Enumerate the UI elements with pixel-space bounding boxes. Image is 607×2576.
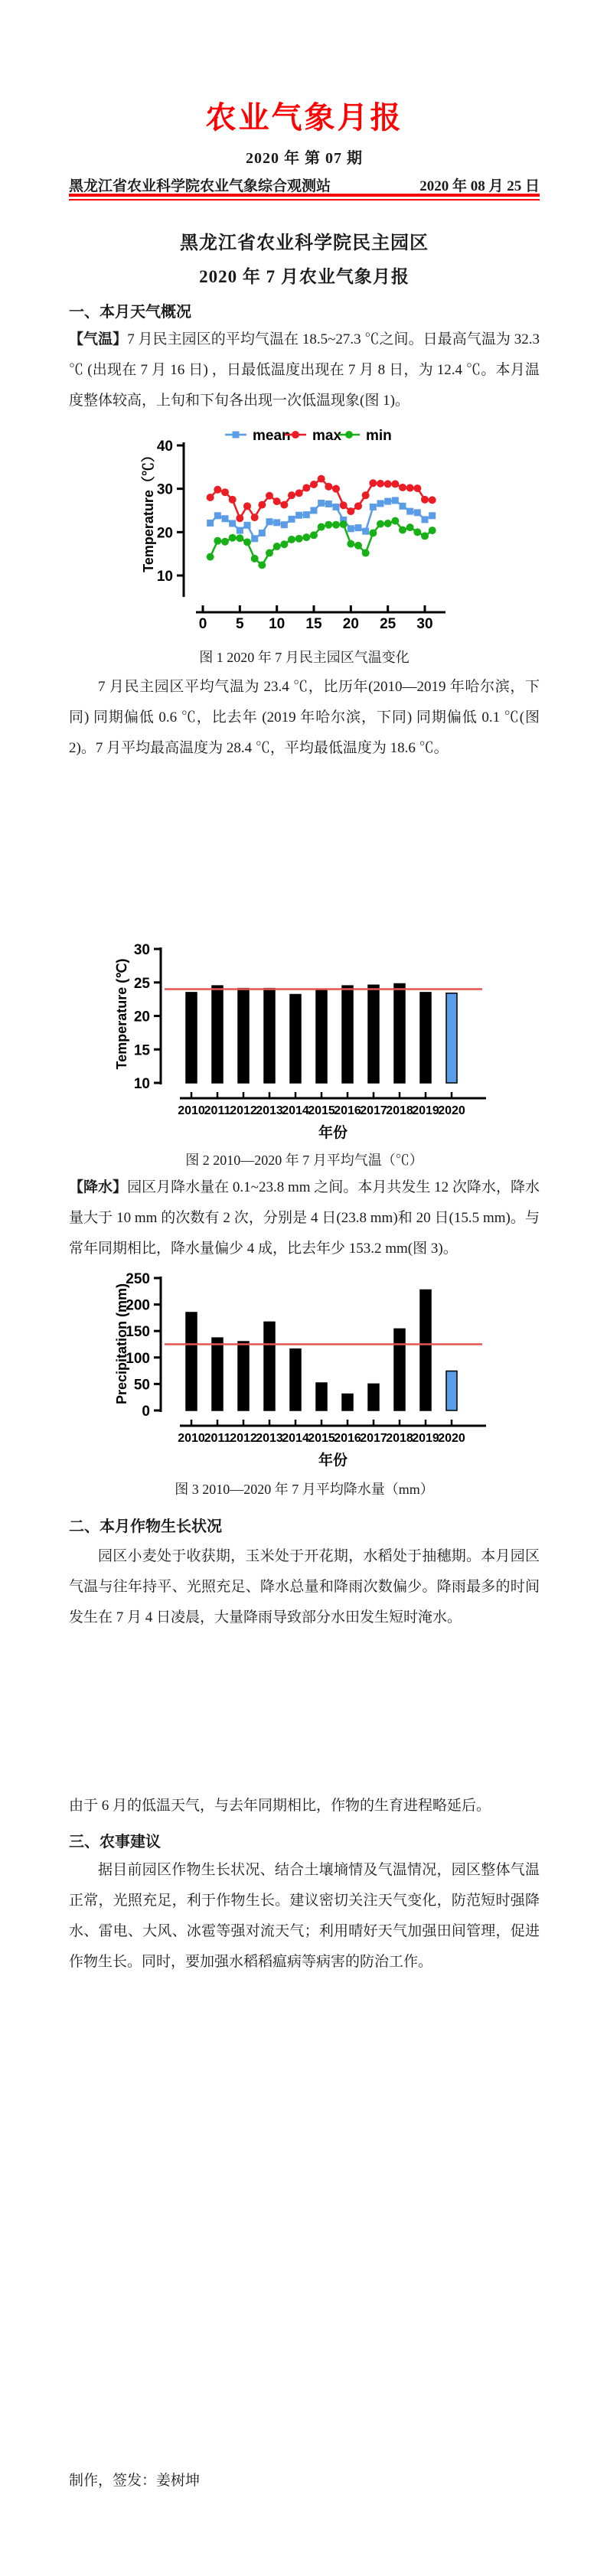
svg-text:30: 30 (156, 481, 173, 498)
report-date: 2020 年 08 月 25 日 (419, 178, 540, 194)
section-heading-crops: 二、本月作物生长状况 (69, 1518, 222, 1535)
svg-text:2015: 2015 (308, 1432, 335, 1445)
temperature-text: 7 月民主园区的平均气温在 18.5~27.3 ℃之间。日最高气温为 32.3 ℃ (出现在 7 月 16 日) ，日最低温度出现在 7 月 8 日，为 12.4 ℃。本月温度整体较高，上旬和下旬各出现一次低温现象(图 1)。 (69, 331, 540, 409)
svg-text:2013: 2013 (256, 1432, 283, 1445)
svg-text:年份: 年份 (318, 1453, 348, 1469)
svg-text:200: 200 (126, 1297, 150, 1314)
svg-text:100: 100 (126, 1350, 150, 1367)
svg-text:2018: 2018 (386, 1432, 413, 1445)
svg-text:2016: 2016 (334, 1432, 361, 1445)
svg-text:10: 10 (269, 616, 286, 632)
svg-text:250: 250 (126, 1271, 150, 1287)
svg-text:mean: mean (253, 428, 291, 444)
report-title: 农业气象月报 (205, 101, 403, 135)
fig2-mean-temperature-bar-chart (69, 888, 536, 1148)
svg-text:0: 0 (142, 1404, 150, 1420)
svg-text:10: 10 (156, 569, 173, 585)
svg-text:Temperature (℃): Temperature (℃) (114, 958, 129, 1070)
svg-text:2011: 2011 (204, 1432, 231, 1445)
svg-text:30: 30 (133, 942, 150, 958)
fig1-temperature-line-chart (69, 422, 536, 644)
section-heading-advice: 三、农事建议 (69, 1834, 161, 1850)
svg-text:2012: 2012 (230, 1432, 257, 1445)
precipitation-label: 【降水】 (69, 1179, 128, 1195)
fig2-caption: 图 2 2010—2020 年 7 月平均气温（℃） (185, 1153, 423, 1168)
svg-text:0: 0 (198, 616, 207, 632)
svg-text:2013: 2013 (256, 1104, 283, 1117)
svg-text:40: 40 (156, 439, 173, 455)
svg-text:25: 25 (380, 616, 397, 632)
doc-title-line1: 黑龙江省农业科学院民主园区 (180, 233, 429, 253)
paragraph-crop-delay: 由于 6 月的低温天气，与去年同期相比，作物的生育进程略延后。 (69, 1798, 491, 1814)
svg-text:2017: 2017 (360, 1432, 387, 1445)
paragraph-crop-status: 园区小麦处于收获期，玉米处于开花期，水稻处于抽穗期。本月园区气温与往年持平、光照充足、降水总量和降雨次数偏少。降雨最多的时间发生在 7 月 4 日凌晨，大量降雨导致部分水田发生短时淹水。 (69, 1548, 540, 1625)
svg-text:20: 20 (156, 525, 173, 542)
paragraph-precipitation (69, 1172, 540, 1264)
svg-text:2017: 2017 (360, 1104, 387, 1117)
svg-text:30: 30 (416, 616, 433, 632)
station-name: 黑龙江省农业科学院农业气象综合观测站 (69, 178, 331, 194)
paragraph-advice: 据目前园区作物生长状况、结合土壤墒情及气温情况，园区整体气温正常，光照充足，利于作物生长。建议密切关注天气变化，防范短时强降水、雷电、大风、冰雹等强对流天气；利用晴好天气加强田间管理，促进作物生长。同时，要加强水稻稻瘟病等病害的防治工作。 (69, 1862, 540, 1970)
svg-text:2010: 2010 (178, 1432, 205, 1445)
svg-text:2019: 2019 (412, 1104, 439, 1117)
temperature-label: 【气温】 (69, 331, 128, 347)
svg-text:2016: 2016 (334, 1104, 361, 1117)
section-heading-weather: 一、本月天气概况 (69, 304, 191, 321)
svg-text:20: 20 (133, 1009, 150, 1026)
svg-text:15: 15 (133, 1042, 150, 1059)
svg-text:2020: 2020 (438, 1104, 465, 1117)
red-double-rule (69, 194, 540, 201)
svg-text:2014: 2014 (282, 1104, 309, 1117)
svg-text:50: 50 (133, 1377, 150, 1394)
svg-text:2011: 2011 (204, 1104, 231, 1117)
svg-text:2012: 2012 (230, 1104, 257, 1117)
paragraph-temperature-compare: 7 月民主园区平均气温为 23.4 ℃，比历年(2010—2019 年哈尔滨，下同) 同期偏低 0.6 ℃，比去年 (2019 年哈尔滨，下同) 同期偏低 0.1 ℃(图 2)。7 月平均最高温度为 28.4 ℃，平均最低温度为 18.6 ℃。 (69, 679, 540, 756)
svg-text:5: 5 (236, 616, 244, 632)
precipitation-text: 园区月降水量在 0.1~23.8 mm 之间。本月共发生 12 次降水，降水量大于 10 mm 的次数有 2 次，分别是 4 日(23.8 mm)和 20 日(15.5 mm)。与常年同期相比，降水量偏少 4 成，比去年少 153.2 mm(图 3)。 (69, 1179, 540, 1257)
svg-text:150: 150 (126, 1324, 150, 1341)
svg-text:min: min (366, 428, 392, 444)
svg-text:Precipitation (mm): Precipitation (mm) (114, 1283, 129, 1405)
svg-text:2014: 2014 (282, 1432, 309, 1445)
fig1-caption: 图 1 2020 年 7 月民主园区气温变化 (199, 650, 410, 665)
svg-text:2010: 2010 (178, 1104, 205, 1117)
svg-text:10: 10 (133, 1076, 150, 1092)
svg-text:年份: 年份 (318, 1125, 348, 1141)
svg-text:2019: 2019 (412, 1432, 439, 1445)
svg-text:15: 15 (305, 616, 322, 632)
footer-signature: 制作，签发：姜树坤 (69, 2473, 201, 2489)
fig3-precipitation-bar-chart (69, 1263, 536, 1477)
svg-text:2020: 2020 (438, 1432, 465, 1445)
paragraph-temperature (69, 324, 540, 416)
fig3-caption: 图 3 2010—2020 年 7 月平均降水量（mm） (175, 1482, 434, 1497)
svg-text:Temperature（℃）: Temperature（℃） (141, 448, 156, 572)
masthead-line (69, 174, 540, 195)
svg-text:20: 20 (342, 616, 359, 632)
issue-number: 2020 年 第 07 期 (246, 150, 363, 167)
svg-text:max: max (312, 428, 342, 444)
svg-text:2018: 2018 (386, 1104, 413, 1117)
doc-title-line2: 2020 年 7 月农业气象月报 (199, 267, 410, 286)
svg-text:25: 25 (133, 975, 150, 992)
svg-text:2015: 2015 (308, 1104, 335, 1117)
